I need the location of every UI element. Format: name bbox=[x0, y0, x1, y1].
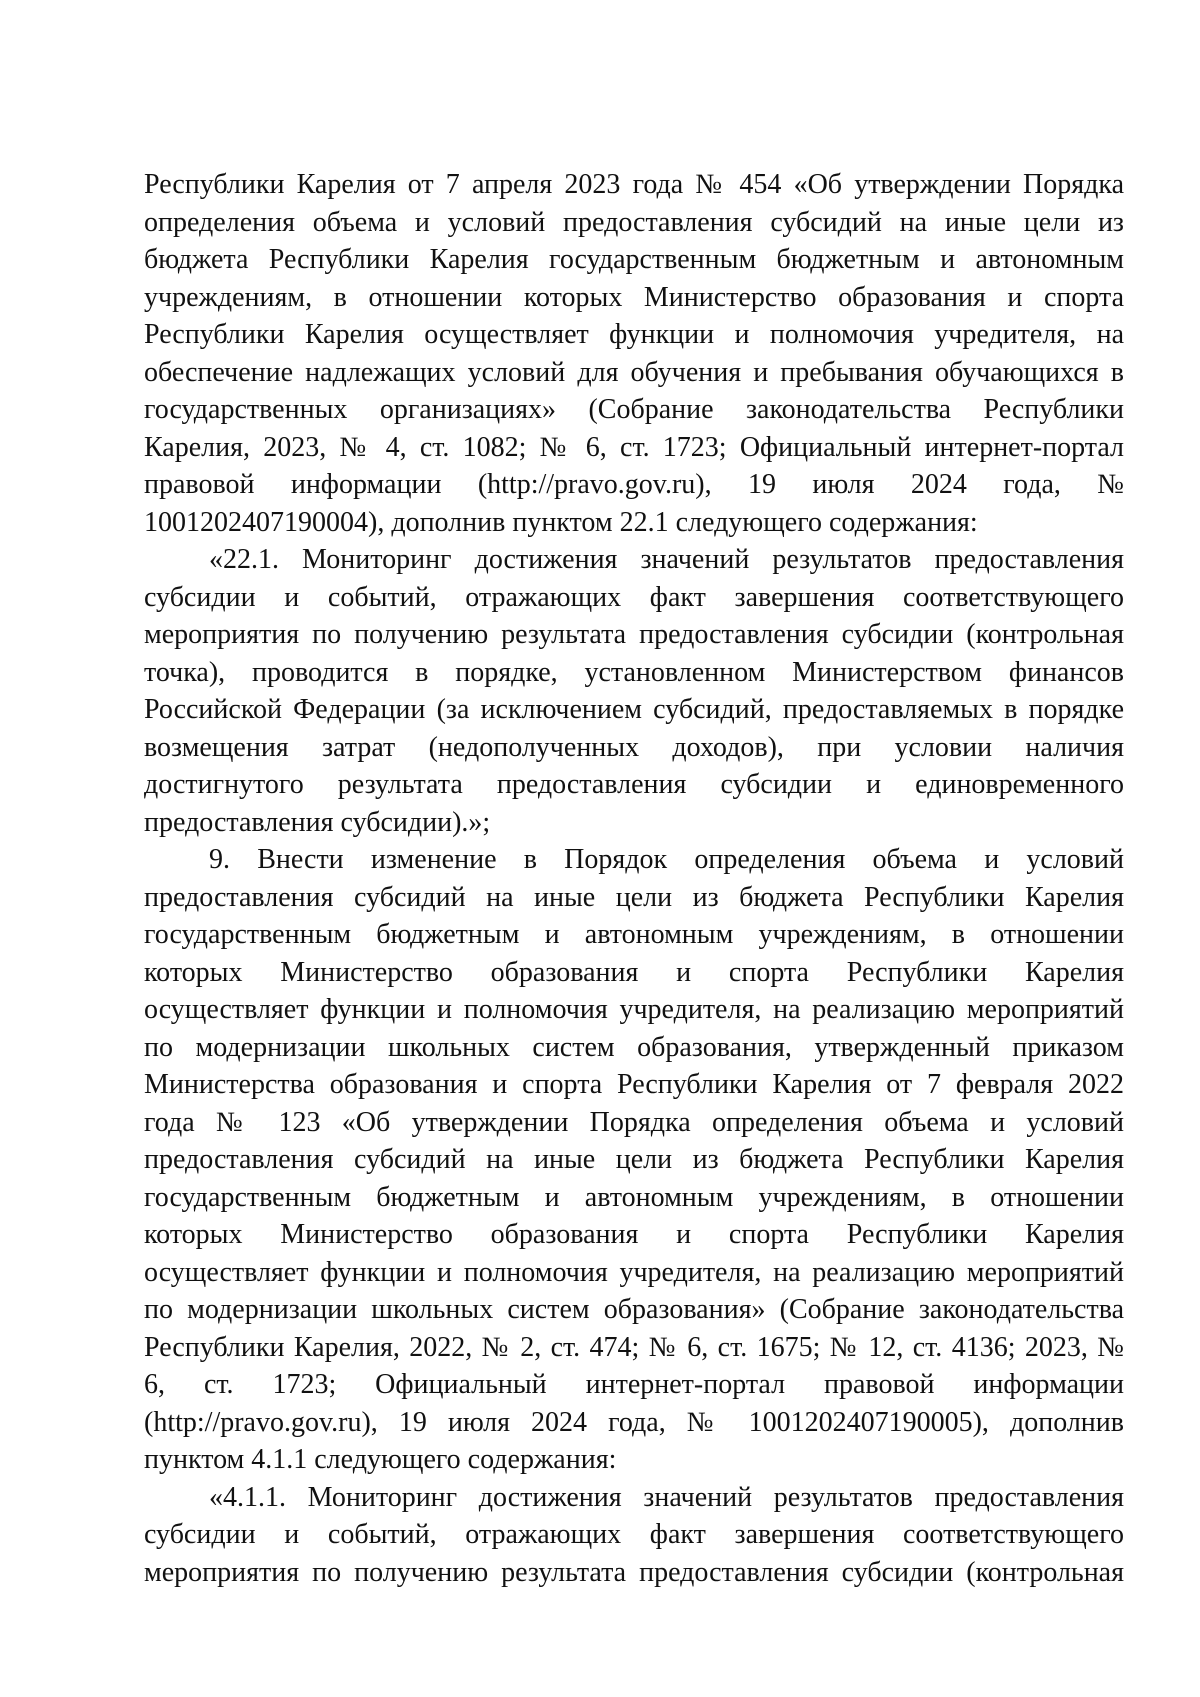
document-line: осуществляет функции и полномочия учредителя, на реализацию мероприятий bbox=[144, 1256, 1124, 1288]
document-page bbox=[144, 166, 1124, 1591]
document-line: субсидии и событий, отражающих факт завершения соответствующего bbox=[144, 581, 1124, 613]
document-line: субсидии и событий, отражающих факт завершения соответствующего bbox=[144, 1519, 1124, 1550]
document-line: Министерства образования и спорта Республики Карелия от 7 февраля 2022 bbox=[144, 1069, 1124, 1100]
document-line: достигнутого результата предоставления субсидии и единовременного bbox=[144, 769, 1124, 800]
document-line: осуществляет функции и полномочия учредителя, на реализацию мероприятий bbox=[144, 994, 1124, 1025]
document-line: предоставления субсидии).»; bbox=[144, 806, 491, 838]
document-line: пунктом 4.1.1 следующего содержания: bbox=[144, 1444, 617, 1475]
document-line: государственным бюджетным и автономным учреждениям, в отношении bbox=[144, 1181, 1124, 1213]
document-line: точка), проводится в порядке, установленном Министерством финансов bbox=[144, 656, 1124, 688]
document-line: года № 123 «Об утверждении Порядка определения объема и условий bbox=[144, 1106, 1124, 1138]
document-line: предоставления субсидий на иные цели из бюджета Республики Карелия bbox=[144, 1144, 1124, 1175]
document-line: бюджета Республики Карелия государственным бюджетным и автономным bbox=[144, 244, 1124, 275]
document-line: мероприятия по получению результата предоставления субсидии (контрольная bbox=[144, 1556, 1124, 1588]
document-line: (http://pravo.gov.ru), 19 июля 2024 года, № 1001202407190005), дополнив bbox=[144, 1406, 1124, 1438]
document-line: предоставления субсидий на иные цели из бюджета Республики Карелия bbox=[144, 881, 1124, 913]
document-line: Российской Федерации (за исключением субсидий, предоставляемых в порядке bbox=[144, 694, 1124, 725]
document-line: по модернизации школьных систем образования, утвержденный приказом bbox=[144, 1031, 1124, 1063]
document-line: по модернизации школьных систем образования» (Собрание законодательства bbox=[144, 1294, 1124, 1325]
document-line: определения объема и условий предоставления субсидий на иные цели из bbox=[144, 206, 1124, 238]
document-line: которых Министерство образования и спорта Республики Карелия bbox=[144, 1219, 1124, 1250]
document-line: учреждениям, в отношении которых Министерство образования и спорта bbox=[144, 281, 1124, 313]
document-line: государственным бюджетным и автономным учреждениям, в отношении bbox=[144, 919, 1124, 950]
document-line: 1001202407190004), дополнив пунктом 22.1 следующего содержания: bbox=[144, 506, 978, 538]
document-line: мероприятия по получению результата предоставления субсидии (контрольная bbox=[144, 619, 1124, 650]
document-line: Республики Карелия, 2022, № 2, ст. 474; № 6, ст. 1675; № 12, ст. 4136; 2023, № bbox=[144, 1331, 1124, 1363]
document-line: «22.1. Мониторинг достижения значений результатов предоставления bbox=[209, 544, 1124, 575]
document-line: Республики Карелия осуществляет функции и полномочия учредителя, на bbox=[144, 319, 1124, 350]
document-line: обеспечение надлежащих условий для обучения и пребывания обучающихся в bbox=[144, 356, 1124, 388]
document-line: которых Министерство образования и спорта Республики Карелия bbox=[144, 956, 1124, 988]
document-line: возмещения затрат (недополученных доходов), при условии наличия bbox=[144, 731, 1124, 763]
document-line: государственных организациях» (Собрание законодательства Республики bbox=[144, 394, 1124, 425]
document-line: 6, ст. 1723; Официальный интернет-портал правовой информации bbox=[144, 1369, 1124, 1400]
document-line: «4.1.1. Мониторинг достижения значений результатов предоставления bbox=[209, 1481, 1124, 1513]
document-line: Республики Карелия от 7 апреля 2023 года № 454 «Об утверждении Порядка bbox=[144, 169, 1124, 200]
document-line: Карелия, 2023, № 4, ст. 1082; № 6, ст. 1723; Официальный интернет-портал bbox=[144, 431, 1124, 463]
document-line: 9. Внести изменение в Порядок определения объема и условий bbox=[209, 844, 1124, 875]
document-line: правовой информации (http://pravo.gov.ru), 19 июля 2024 года, № bbox=[144, 469, 1124, 500]
